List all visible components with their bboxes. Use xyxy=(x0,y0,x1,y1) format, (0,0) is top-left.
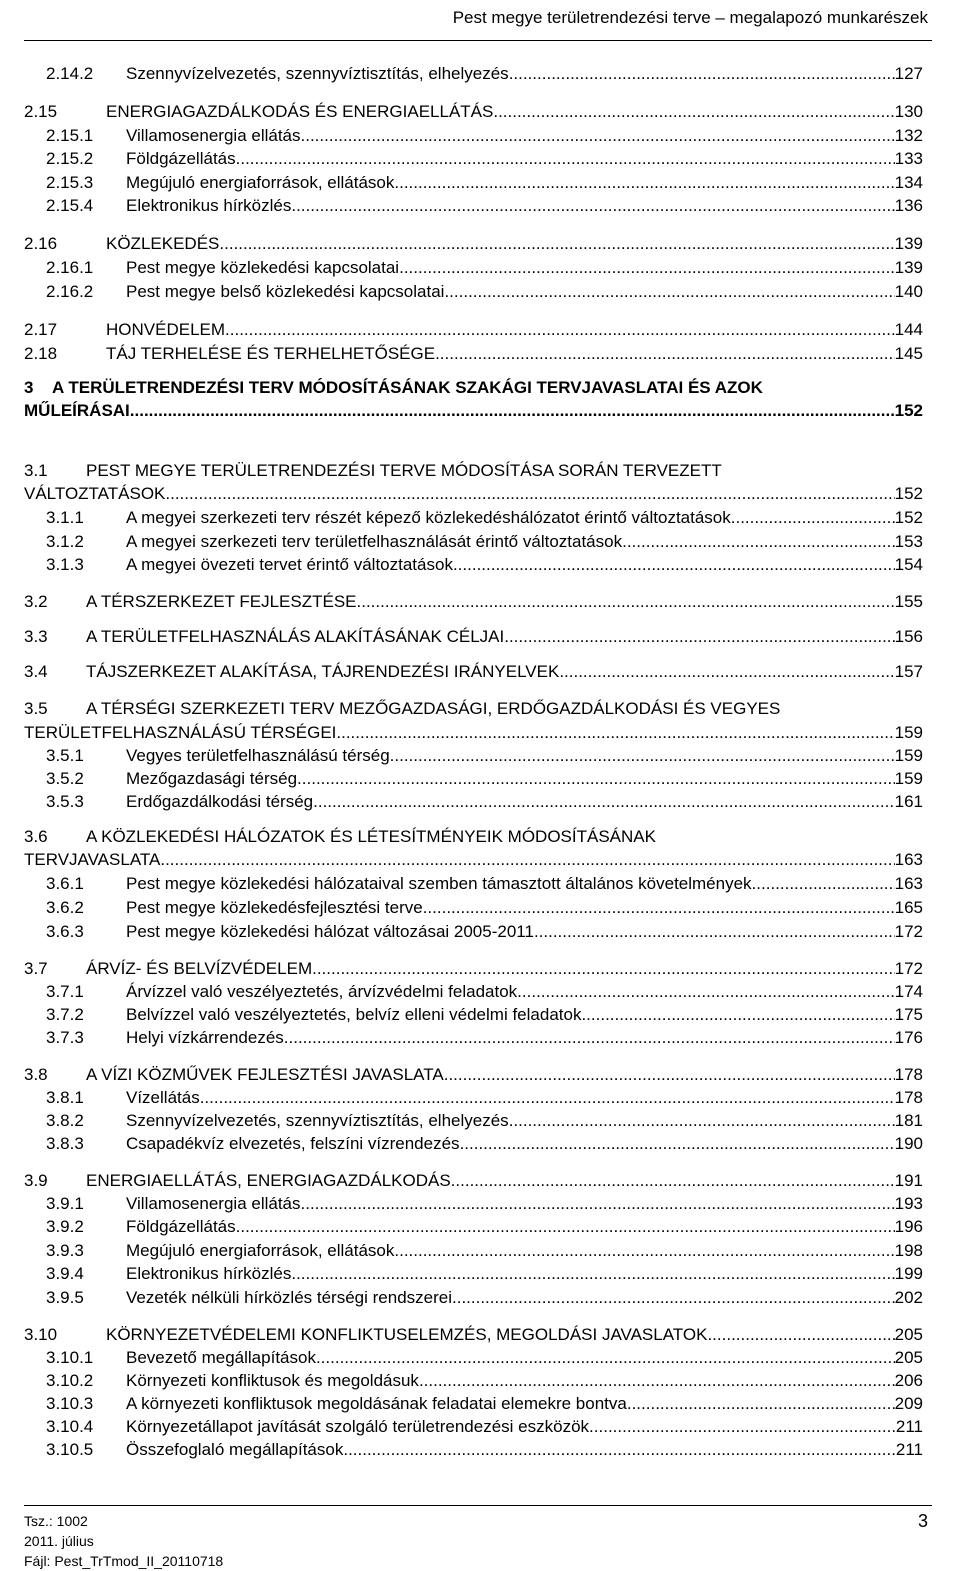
toc-entry-number: 2.15.2 xyxy=(46,149,94,168)
footer-tsz: Tsz.: 1002 xyxy=(24,1513,88,1529)
dot-leader xyxy=(165,482,894,505)
dot-leader xyxy=(301,1192,895,1215)
toc-entry-page: 152 xyxy=(894,508,923,527)
toc-entry-number: 3.8 xyxy=(24,1065,48,1084)
toc-entry-title-line1[interactable]: PEST MEGYE TERÜLETRENDEZÉSI TERVE MÓDOSÍTÁSA SORÁN TERVEZETT xyxy=(86,461,722,480)
toc-entry-title: Földgázellátás xyxy=(126,1217,236,1236)
toc-entry-title: Pest megye közlekedési hálózat változásai 2005-2011 xyxy=(126,922,534,941)
toc-entry-page: 198 xyxy=(894,1241,923,1260)
dot-leader xyxy=(581,1003,894,1026)
toc-entry-page: 193 xyxy=(894,1194,923,1213)
toc-entry[interactable] xyxy=(0,980,960,1003)
toc-entry-number: 3.6.1 xyxy=(46,874,84,893)
toc-entry-page: 155 xyxy=(894,592,923,611)
toc-entry-title-row xyxy=(126,1286,923,1309)
toc-entry-title-line1[interactable]: A TERÜLETRENDEZÉSI TERV MÓDOSÍTÁSÁNAK SZAKÁGI TERVJAVASLATAI ÉS AZOK xyxy=(52,378,763,397)
dot-leader xyxy=(312,957,895,980)
toc-entry-page: 190 xyxy=(894,1134,923,1153)
toc-entry-title-row xyxy=(126,1026,923,1049)
toc-entry[interactable] xyxy=(0,256,960,279)
toc-entry-title-row xyxy=(126,1215,923,1238)
toc-entry-title-row xyxy=(126,62,923,85)
dot-leader xyxy=(493,100,894,123)
toc-entry-title: A környezeti konfliktusok megoldásának feladatai elemekre bontva xyxy=(126,1394,627,1413)
toc-entry-number: 3.10.2 xyxy=(46,1371,94,1390)
toc-entry-title: Pest megye közlekedési kapcsolatai xyxy=(126,258,400,277)
toc-entry-title-row xyxy=(126,1438,923,1461)
toc-entry[interactable] xyxy=(0,1215,960,1238)
toc-entry-page: 211 xyxy=(895,1440,923,1459)
toc-entry-title-row xyxy=(126,1132,923,1155)
toc-entry-page: 145 xyxy=(894,344,923,363)
toc-entry[interactable] xyxy=(0,1132,960,1155)
toc-entry-page: 132 xyxy=(894,126,923,145)
toc-entry[interactable] xyxy=(0,1003,960,1026)
toc-entry-number: 3.6.2 xyxy=(46,898,84,917)
toc-entry-title-row xyxy=(106,1323,923,1346)
dot-leader xyxy=(452,1286,895,1309)
toc-entry-page: 175 xyxy=(894,1005,923,1024)
toc-entry-number: 3.3 xyxy=(24,627,48,646)
toc-entry-title-row xyxy=(126,790,923,813)
toc-entry[interactable] xyxy=(0,1192,960,1215)
toc-entry-page: 205 xyxy=(894,1325,923,1344)
toc-entry-title: Villamosenergia ellátás xyxy=(126,1194,301,1213)
toc-entry-title-row xyxy=(126,1262,923,1285)
dot-leader xyxy=(444,1063,895,1086)
dot-leader xyxy=(509,62,895,85)
toc-entry-title: Vegyes területfelhasználású térség xyxy=(126,746,390,765)
toc-entry-number[interactable]: 3.1 xyxy=(24,461,48,480)
toc-entry-number: 2.15.1 xyxy=(46,126,94,145)
toc-entry-title: Szennyvízelvezetés, szennyvíztisztítás, elhelyezés xyxy=(126,1111,509,1130)
toc-entry-title: KÖZLEKEDÉS xyxy=(106,234,220,253)
toc-entry[interactable] xyxy=(0,62,960,85)
toc-entry-page: 152 xyxy=(894,401,923,420)
toc-entry-title-row xyxy=(86,1169,923,1192)
footer-date: 2011. július xyxy=(24,1533,94,1549)
toc-entry-title: A VÍZI KÖZMŰVEK FEJLESZTÉSI JAVASLATA xyxy=(86,1065,444,1084)
toc-entry[interactable] xyxy=(0,625,960,648)
dot-leader xyxy=(534,920,895,943)
toc-entry[interactable] xyxy=(0,1262,960,1285)
toc-entry[interactable] xyxy=(0,1369,960,1392)
toc-entry-page: 130 xyxy=(894,102,923,121)
toc-entry-title-row xyxy=(24,721,923,744)
toc-entry-title-row xyxy=(126,1109,923,1132)
toc-entry-number: 3.8.3 xyxy=(46,1134,84,1153)
running-header: Pest megye területrendezési terve – megalapozó munkarészek xyxy=(452,8,928,27)
toc-entry-page: 172 xyxy=(894,922,923,941)
toc-entry-number: 3.5.1 xyxy=(46,746,84,765)
toc-entry-number: 3.1.3 xyxy=(46,555,84,574)
toc-entry-title-row xyxy=(126,530,923,553)
toc-entry-number: 3.6.3 xyxy=(46,922,84,941)
toc-entry-title: A megyei övezeti tervet érintő változtatások xyxy=(126,555,453,574)
toc-entry-title-row xyxy=(126,1192,923,1215)
toc-entry-page: 205 xyxy=(894,1348,923,1367)
toc-entry-title: HONVÉDELEM xyxy=(106,320,226,339)
toc-entry-number: 3.9.2 xyxy=(46,1217,84,1236)
toc-entry-title: A TERÜLETFELHASZNÁLÁS ALAKÍTÁSÁNAK CÉLJAI xyxy=(86,627,505,646)
toc-entry-title: Elektronikus hírközlés xyxy=(126,1264,292,1283)
toc-entry-title-row xyxy=(126,1003,923,1026)
toc-entry-title: Környezetállapot javítását szolgáló területrendezési eszközök xyxy=(126,1417,590,1436)
toc-entry[interactable] xyxy=(0,194,960,217)
toc-entry-number: 2.17 xyxy=(24,320,58,339)
toc-entry-title: Megújuló energiaforrások, ellátások xyxy=(126,173,395,192)
toc-entry-page: 163 xyxy=(894,874,923,893)
toc-entry-title: Pest megye belső közlekedési kapcsolatai xyxy=(126,282,445,301)
toc-entry[interactable] xyxy=(0,124,960,147)
toc-entry-title-row xyxy=(126,1392,923,1415)
toc-entry-page: 199 xyxy=(894,1264,923,1283)
toc-entry[interactable] xyxy=(0,342,960,365)
toc-entry-title-row xyxy=(106,232,923,255)
toc-entry[interactable] xyxy=(0,920,960,943)
toc-entry-page: 172 xyxy=(894,959,923,978)
toc-entry[interactable] xyxy=(0,1286,960,1309)
toc-entry-page: 211 xyxy=(895,1417,923,1436)
toc-entry-title: TÁJ TERHELÉSE ÉS TERHELHETŐSÉGE xyxy=(106,344,436,363)
dot-leader xyxy=(423,896,895,919)
toc-entry-title-row xyxy=(86,1063,923,1086)
toc-entry-title-row xyxy=(126,194,923,217)
toc-entry-title-row xyxy=(86,590,923,613)
toc-entry[interactable] xyxy=(0,767,960,790)
toc-entry[interactable] xyxy=(0,590,960,613)
toc-entry-number: 3.1.1 xyxy=(46,508,84,527)
toc-entry-title-row xyxy=(126,767,923,790)
toc-entry[interactable] xyxy=(0,530,960,553)
toc-entry-page: 176 xyxy=(894,1028,923,1047)
toc-entry-number[interactable]: 3.6 xyxy=(24,827,48,846)
toc-entry-title: A TÉRSZERKEZET FEJLESZTÉSE xyxy=(86,592,357,611)
toc-entry-title-line1[interactable]: A TÉRSÉGI SZERKEZETI TERV MEZŐGAZDASÁGI, ERDŐGAZDÁLKODÁSI ÉS VEGYES xyxy=(86,699,781,718)
toc-entry-number: 3.4 xyxy=(24,662,48,681)
toc-entry[interactable] xyxy=(0,280,960,303)
toc-entry-number: 3.9.5 xyxy=(46,1288,84,1307)
toc-entry[interactable] xyxy=(0,147,960,170)
toc-entry-title-row xyxy=(106,100,923,123)
dot-leader xyxy=(313,790,895,813)
toc-entry-title-row xyxy=(106,318,923,341)
toc-entry-number: 3.9.4 xyxy=(46,1264,84,1283)
toc-entry[interactable] xyxy=(0,232,960,255)
dot-leader xyxy=(130,399,895,422)
toc-entry-page: 161 xyxy=(894,792,923,811)
toc-entry-number: 2.16.2 xyxy=(46,282,94,301)
toc-entry-number: 2.16.1 xyxy=(46,258,94,277)
toc-entry-number: 2.15 xyxy=(24,102,58,121)
toc-entry-title-row xyxy=(24,399,923,422)
toc-entry[interactable] xyxy=(0,506,960,529)
toc-entry-number: 3.8.1 xyxy=(46,1088,84,1107)
toc-entry-page: 159 xyxy=(894,746,923,765)
toc-entry-number: 3.10.5 xyxy=(46,1440,94,1459)
dot-leader xyxy=(297,767,895,790)
dot-leader xyxy=(731,506,895,529)
dot-leader xyxy=(707,1323,894,1346)
toc-entry-title: ÁRVÍZ- ÉS BELVÍZVÉDELEM xyxy=(86,959,313,978)
toc-entry[interactable] xyxy=(0,171,960,194)
toc-entry-title: Vezeték nélküli hírközlés térségi rendszerei xyxy=(126,1288,452,1307)
toc-entry-page: 202 xyxy=(894,1288,923,1307)
dot-leader xyxy=(559,660,894,683)
toc-entry-number: 3.10 xyxy=(24,1325,58,1344)
dot-leader xyxy=(453,553,895,576)
toc-entry-title: Mezőgazdasági térség xyxy=(126,769,298,788)
dot-leader xyxy=(435,342,895,365)
footer-file: Fájl: Pest_TrTmod_II_20110718 xyxy=(24,1553,224,1569)
toc-entry-title-row xyxy=(126,980,923,1003)
toc-entry-number: 2.15.3 xyxy=(46,173,94,192)
toc-entry-page: 206 xyxy=(894,1371,923,1390)
toc-entry-title-row xyxy=(126,1346,923,1369)
toc-entry-number: 3.9.3 xyxy=(46,1241,84,1260)
dot-leader xyxy=(419,1369,895,1392)
toc-entry-page: 139 xyxy=(894,234,923,253)
toc-entry-title-row xyxy=(126,147,923,170)
toc-entry-number: 3.8.2 xyxy=(46,1111,84,1130)
toc-entry-page: 134 xyxy=(894,173,923,192)
dot-leader xyxy=(622,530,895,553)
toc-entry-number: 3.1.2 xyxy=(46,532,84,551)
toc-entry-page: 127 xyxy=(894,64,923,83)
dot-leader xyxy=(390,744,895,767)
toc-entry-number: 3.10.1 xyxy=(46,1348,94,1367)
dot-leader xyxy=(394,1239,894,1262)
toc-entry[interactable] xyxy=(0,790,960,813)
toc-entry-number: 2.16 xyxy=(24,234,58,253)
toc-entry-title: TÁJSZERKEZET ALAKÍTÁSA, TÁJRENDEZÉSI IRÁNYELVEK xyxy=(86,662,560,681)
toc-entry[interactable] xyxy=(0,399,960,422)
toc-entry[interactable] xyxy=(0,1346,960,1369)
dot-leader xyxy=(444,280,894,303)
toc-entry-title: Csapadékvíz elvezetés, felszíni vízrendezés xyxy=(126,1134,460,1153)
toc-entry-page: 181 xyxy=(894,1111,923,1130)
toc-entry-title: Bevezető megállapítások xyxy=(126,1348,316,1367)
page-number: 3 xyxy=(917,1511,928,1531)
toc-entry-title-row xyxy=(126,1239,923,1262)
toc-entry-title-row xyxy=(126,171,923,194)
toc-entry-title-row xyxy=(86,660,923,683)
toc-entry-page: 157 xyxy=(894,662,923,681)
toc-entry[interactable] xyxy=(0,1392,960,1415)
dot-leader xyxy=(343,1438,896,1461)
toc-entry-title-row xyxy=(126,744,923,767)
toc-entry[interactable] xyxy=(0,1026,960,1049)
toc-entry-page: 140 xyxy=(894,282,923,301)
toc-entry[interactable] xyxy=(0,660,960,683)
toc-entry-title-row xyxy=(126,553,923,576)
toc-entry-page: 133 xyxy=(894,149,923,168)
toc-entry-page: 136 xyxy=(894,196,923,215)
dot-leader xyxy=(509,1109,895,1132)
toc-entry-page: 153 xyxy=(894,532,923,551)
toc-entry[interactable] xyxy=(0,1086,960,1109)
toc-entry-number: 3.7.2 xyxy=(46,1005,84,1024)
dot-leader xyxy=(219,232,894,255)
toc-entry-page: 163 xyxy=(894,850,923,869)
toc-entry-title: Erdőgazdálkodási térség xyxy=(126,792,314,811)
toc-entry-number: 3.7.1 xyxy=(46,982,84,1001)
toc-entry-title-row xyxy=(126,896,923,919)
toc-entry[interactable] xyxy=(0,1109,960,1132)
toc-entry-number: 2.18 xyxy=(24,344,58,363)
toc-entry-title: Pest megye közlekedésfejlesztési terve xyxy=(126,898,423,917)
toc-entry-page: 154 xyxy=(894,555,923,574)
toc-entry-title-row xyxy=(24,848,923,871)
toc-entry-page: 209 xyxy=(894,1394,923,1413)
toc-entry-title: Elektronikus hírközlés xyxy=(126,196,292,215)
dot-leader xyxy=(284,1026,895,1049)
dot-leader xyxy=(399,256,895,279)
toc-entry-page: 139 xyxy=(894,258,923,277)
toc-entry-title: A megyei szerkezeti terv területfelhasználását érintő változtatások xyxy=(126,532,623,551)
toc-entry-title: A megyei szerkezeti terv részét képező közlekedéshálózatot érintő változtatások xyxy=(126,508,731,527)
toc-entry-number: 2.15.4 xyxy=(46,196,94,215)
toc-entry-number: 3.7.3 xyxy=(46,1028,84,1047)
toc-entry-title: KÖRNYEZETVÉDELEMI KONFLIKTUSELEMZÉS, MEGOLDÁSI JAVASLATOK xyxy=(106,1325,708,1344)
toc-entry[interactable] xyxy=(0,1323,960,1346)
toc-entry-page: 178 xyxy=(894,1088,923,1107)
toc-entry-number: 2.14.2 xyxy=(46,64,94,83)
toc-entry-title: TERÜLETFELHASZNÁLÁSÚ TÉRSÉGEI xyxy=(24,723,337,742)
toc-entry-title: Összefoglaló megállapítások xyxy=(126,1440,344,1459)
toc-entry-page: 191 xyxy=(894,1171,923,1190)
toc-entry-title: MŰLEÍRÁSAI xyxy=(24,401,130,420)
toc-entry-number: 3.9 xyxy=(24,1171,48,1190)
dot-leader xyxy=(225,318,895,341)
toc-entry-title-row xyxy=(126,1415,923,1438)
toc-entry-page: 178 xyxy=(894,1065,923,1084)
dot-leader xyxy=(357,590,895,613)
dot-leader xyxy=(200,1086,895,1109)
toc-entry-title: Belvízzel való veszélyeztetés, belvíz elleni védelmi feladatok xyxy=(126,1005,582,1024)
dot-leader xyxy=(394,171,894,194)
dot-leader xyxy=(291,1262,894,1285)
toc-entry[interactable] xyxy=(0,848,960,871)
toc-entry[interactable] xyxy=(0,721,960,744)
toc-entry-page: 152 xyxy=(894,484,923,503)
dot-leader xyxy=(236,1215,895,1238)
toc-entry[interactable] xyxy=(0,957,960,980)
dot-leader xyxy=(460,1132,895,1155)
dot-leader xyxy=(589,1415,896,1438)
toc-entry-title: Környezeti konfliktusok és megoldásuk xyxy=(126,1371,419,1390)
dot-leader xyxy=(236,147,895,170)
toc-entry-title-row xyxy=(126,124,923,147)
toc-entry-page: 159 xyxy=(894,723,923,742)
toc-entry-title: Helyi vízkárrendezés xyxy=(126,1028,284,1047)
toc-entry-title-row xyxy=(126,920,923,943)
dot-leader xyxy=(627,1392,895,1415)
toc-entry[interactable] xyxy=(0,744,960,767)
toc-entry-number: 3.9.1 xyxy=(46,1194,84,1213)
toc-entry-title-row xyxy=(126,506,923,529)
toc-entry-title: VÁLTOZTATÁSOK xyxy=(24,484,166,503)
toc-entry-title-row xyxy=(106,342,923,365)
toc-entry-title-row xyxy=(86,625,923,648)
toc-entry-title-row xyxy=(126,280,923,303)
toc-entry-title: Földgázellátás xyxy=(126,149,236,168)
toc-entry-page: 174 xyxy=(894,982,923,1001)
toc-entry-title: Árvízzel való veszélyeztetés, árvízvédelmi feladatok xyxy=(126,982,518,1001)
header-rule xyxy=(24,40,932,41)
toc-entry-title: ENERGIAELLÁTÁS, ENERGIAGAZDÁLKODÁS xyxy=(86,1171,451,1190)
toc-entry-number: 3.7 xyxy=(24,959,48,978)
dot-leader xyxy=(336,721,894,744)
toc-entry-title: Megújuló energiaforrások, ellátások xyxy=(126,1241,395,1260)
toc-entry-title-row xyxy=(86,957,923,980)
dot-leader xyxy=(451,1169,895,1192)
toc-entry[interactable] xyxy=(0,1239,960,1262)
dot-leader xyxy=(316,1346,895,1369)
toc-entry-number: 3.5.2 xyxy=(46,769,84,788)
toc-entry-number: 3.10.4 xyxy=(46,1417,94,1436)
toc-entry-number: 3.10.3 xyxy=(46,1394,94,1413)
toc-entry[interactable] xyxy=(0,100,960,123)
toc-entry[interactable] xyxy=(0,896,960,919)
toc-entry-page: 159 xyxy=(894,769,923,788)
toc-entry-number[interactable]: 3 xyxy=(24,378,34,397)
toc-entry[interactable] xyxy=(0,1063,960,1086)
dot-leader xyxy=(752,872,895,895)
toc-entry[interactable] xyxy=(0,1438,960,1461)
toc-entry-number: 3.2 xyxy=(24,592,48,611)
toc-entry-page: 196 xyxy=(894,1217,923,1236)
toc-entry[interactable] xyxy=(0,318,960,341)
dot-leader xyxy=(291,194,894,217)
toc-entry-number[interactable]: 3.5 xyxy=(24,699,48,718)
toc-entry-title: ENERGIAGAZDÁLKODÁS ÉS ENERGIAELLÁTÁS xyxy=(106,102,494,121)
dot-leader xyxy=(504,625,894,648)
toc-entry-title: Vízellátás xyxy=(126,1088,200,1107)
toc-entry[interactable] xyxy=(0,553,960,576)
toc-entry-page: 156 xyxy=(894,627,923,646)
toc-entry-title-row xyxy=(24,482,923,505)
footer-info xyxy=(24,1511,223,1571)
toc-entry-title: Szennyvízelvezetés, szennyvíztisztítás, elhelyezés xyxy=(126,64,509,83)
toc-entry-title-line1[interactable]: A KÖZLEKEDÉSI HÁLÓZATOK ÉS LÉTESÍTMÉNYEIK MÓDOSÍTÁSÁNAK xyxy=(86,827,656,846)
dot-leader xyxy=(301,124,895,147)
toc-entry-title: Pest megye közlekedési hálózataival szemben támasztott általános követelmények xyxy=(126,874,752,893)
toc-entry[interactable] xyxy=(0,482,960,505)
toc-entry[interactable] xyxy=(0,872,960,895)
footer-rule xyxy=(24,1505,932,1506)
toc-entry-title-row xyxy=(126,872,923,895)
toc-entry-page: 144 xyxy=(894,320,923,339)
toc-entry-number: 3.5.3 xyxy=(46,792,84,811)
toc-entry-page: 165 xyxy=(894,898,923,917)
toc-entry-title: Villamosenergia ellátás xyxy=(126,126,301,145)
toc-entry-title-row xyxy=(126,1086,923,1109)
toc-entry-title-row xyxy=(126,1369,923,1392)
dot-leader xyxy=(517,980,894,1003)
toc-entry-title: TERVJAVASLATA xyxy=(24,850,161,869)
toc-entry[interactable] xyxy=(0,1415,960,1438)
dot-leader xyxy=(160,848,894,871)
toc-entry-title-row xyxy=(126,256,923,279)
toc-entry[interactable] xyxy=(0,1169,960,1192)
